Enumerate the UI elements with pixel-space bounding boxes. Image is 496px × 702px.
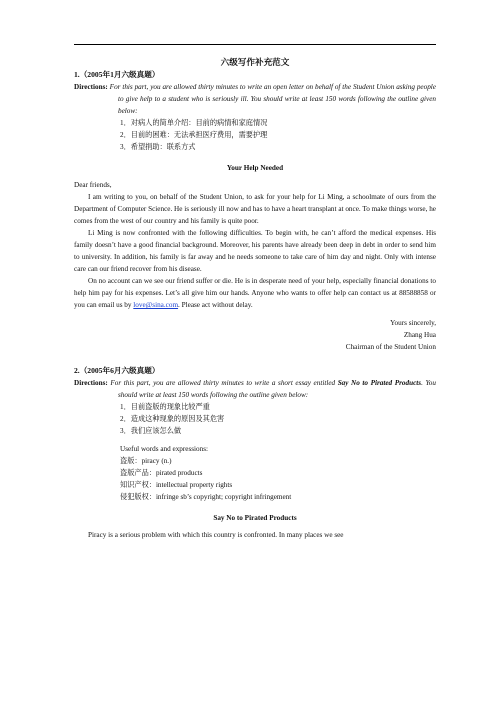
section-2-heading: 2.（2005年6月六级真题） <box>74 366 160 375</box>
useful-item: 盗版：piracy (n.) <box>120 457 172 465</box>
outline-item: 2．目前的困难：无法承担医疗费用，需要护理 <box>120 131 268 139</box>
outline-item: 1．目前盗版的现象比较严重 <box>120 403 210 411</box>
essay-1-paragraph-1: I am writing to you, on behalf of the Student Union, to ask for your help for Li Ming, a schoolmate of ours from the Department of Computer Science. He is seriously ill now and has to have a heart transplant at once. To make things worse, he comes from the west of our country and his family is quite poor. <box>74 193 436 225</box>
signer-title: Chairman of the Student Union <box>345 343 436 351</box>
useful-item: 侵犯版权：infringe sb’s copyright; copyright infringement <box>120 493 292 501</box>
directions-label: Directions: <box>74 379 108 387</box>
essay-title-mention: Say No to Pirated Products <box>337 379 422 387</box>
directions-text: For this part, you are allowed thirty minutes to write an open letter on behalf of the Student Union asking people to give help to a student who is seriously ill. You should write at least 150 words following the outline given below: <box>107 83 436 115</box>
essay-1-title: Your Help Needed <box>226 164 284 172</box>
section-1-outline <box>120 117 436 153</box>
essay-2-paragraph-1: Piracy is a serious problem with which this country is confronted. In many places we see <box>88 531 344 539</box>
email-link[interactable]: love@sina.com <box>133 301 179 309</box>
useful-item: 知识产权：intellectual property rights <box>120 481 233 489</box>
directions-text: For this part, you are allowed thirty minutes to write a short essay entitled <box>107 379 338 387</box>
paragraph-3-text: On no account can we see our friend suffer or die. He is in desperate need of your help, especially financial donations to help him pay for his expenses. Let’s all give him our hands. Anyone who wants to offer help can contact us at 88588858 or you can email us by <box>74 277 436 309</box>
closing-line: Yours sincerely, <box>390 319 436 327</box>
essay-1-paragraph-2: Li Ming is now confronted with the following difficulties. To begin with, he can’t afford the medical expenses. His family doesn’t have a good financial background. Moreover, his parents have already been deep in debt in order to send him to university. In addition, his family is far away and he needs someone to take care of him day and night. Only with intense care can our friend recover from his disease. <box>74 229 436 273</box>
directions-text-end: . You should write at least 150 words following the outline given below: <box>118 379 436 399</box>
directions-label: Directions: <box>74 83 108 91</box>
section-1-heading: 1.（2005年1月六级真题） <box>74 70 160 79</box>
section-2-directions <box>74 377 436 401</box>
salutation: Dear friends, <box>74 181 112 189</box>
essay-2-title: Say No to Pirated Products <box>213 514 297 522</box>
signer-name: Zhang Hua <box>403 331 436 339</box>
outline-item: 2．造成这种现象的原因及其危害 <box>120 415 225 423</box>
section-1-directions <box>74 81 436 117</box>
essay-1-paragraph-3 <box>74 275 436 311</box>
header-rule <box>74 44 436 45</box>
useful-heading: Useful words and expressions: <box>120 445 209 453</box>
page-title: 六级写作补充范文 <box>220 57 290 67</box>
useful-item: 盗版产品：pirated products <box>120 469 203 477</box>
document-body <box>74 56 436 541</box>
section-2-outline <box>120 401 436 437</box>
outline-item: 1．对病人的简单介绍：目前的病情和家庭情况 <box>120 119 268 127</box>
useful-expressions <box>120 443 436 503</box>
paragraph-3-end: . Please act without delay. <box>178 301 253 309</box>
outline-item: 3．希望捐助：联系方式 <box>120 143 196 151</box>
outline-item: 3．我们应该怎么做 <box>120 427 182 435</box>
